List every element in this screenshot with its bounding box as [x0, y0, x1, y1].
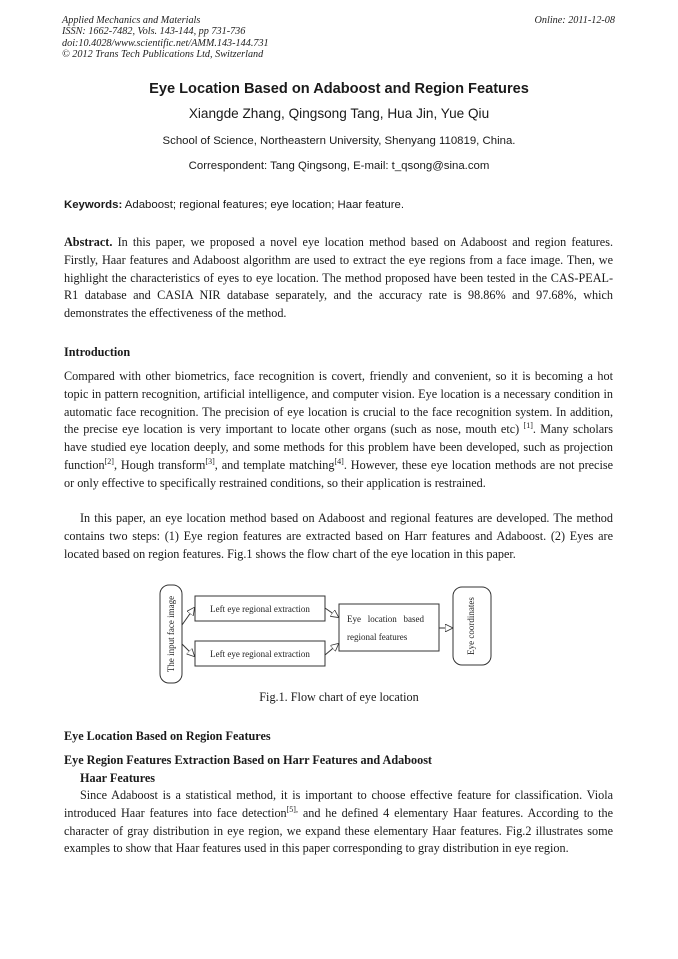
citation-5[interactable]: [5],: [286, 804, 298, 814]
issn-line: ISSN: 1662-7482, Vols. 143-144, pp 731-736: [62, 26, 246, 38]
copyright-line: © 2012 Trans Tech Publications Ltd, Switzerland: [62, 49, 264, 61]
intro-p1-text-1: Compared with other biometrics, face recognition is covert, friendly and convenient, so it is becoming a hot topic in pattern recognition, artificial intelligence, and computer vision. Eye location is a necessary condition in automatic face recognition. The precision of eye location is crucial to the face recognition system. In addition, the precise eye location is very important to locate other organs (such as nose, mouth etc): [64, 369, 613, 437]
haar-p-text-1: Since Adaboost is a statistical method, it is important to choose effective feature for classification. Viola introduced Haar features into face detection: [64, 788, 613, 820]
intro-paragraph-2: In this paper, an eye location method based on Adaboost and regional features are developed. The method contains two steps: (1) Eye region features are extracted based on Harr features and Adaboost. (2) Eyes are located based on region features. Fig.1 shows the flow chart of the eye location in this paper.: [64, 511, 613, 561]
abstract-label: Abstract.: [64, 235, 113, 249]
affiliation: School of Science, Northeastern University, Shenyang 110819, China.: [162, 135, 516, 147]
keywords-text: Adaboost; regional features; eye location; Haar feature.: [122, 199, 405, 211]
top-extraction-label: Left eye regional extraction: [210, 604, 310, 614]
intro-p1-text-3: , Hough transform: [113, 457, 206, 472]
figure-1-caption: Fig.1. Flow chart of eye location: [259, 690, 419, 704]
section-heading: Eye Location Based on Region Features: [64, 729, 271, 743]
online-date: Online: 2011-12-08: [534, 15, 615, 26]
intro-p1-text-4: , and template matching: [214, 457, 335, 472]
introduction-heading: Introduction: [64, 345, 131, 359]
citation-2[interactable]: [2]: [104, 456, 114, 466]
paper-title: Eye Location Based on Adaboost and Region Features: [149, 81, 529, 97]
arrow-bottom-to-mid: [325, 644, 338, 655]
intro-p1-text-5: . However, these eye location methods are not precise or only effective to specifically restrained conditions, so their application is restrained.: [64, 457, 613, 490]
mid-location-box: [339, 604, 439, 651]
haar-p-text-2: and he defined 4 elementary Haar features. According to the character of gray distribution in eye region, we expand these elementary Haar features. Fig.2 illustrates some examples to show that Haar features used in this paper corresponding to gray distribution in eye region.: [64, 805, 613, 856]
bottom-extraction-label: Left eye regional extraction: [210, 649, 310, 659]
author-list: Xiangde Zhang, Qingsong Tang, Hua Jin, Yue Qiu: [188, 106, 490, 121]
doi-line[interactable]: doi:10.4028/www.scientific.net/AMM.143-144.731: [62, 37, 269, 49]
output-label: Eye coordinates: [466, 597, 476, 655]
haar-paragraph: [64, 787, 613, 858]
subsubsection-heading: Haar Features: [80, 771, 156, 785]
arrow-top-to-mid: [325, 608, 338, 617]
input-image-label: The input face image: [166, 595, 176, 673]
citation-1[interactable]: [1]: [523, 421, 533, 431]
journal-name: Applied Mechanics and Materials: [62, 15, 201, 26]
correspondent-line: Correspondent: Tang Qingsong, E-mail: t_qsong@sina.com: [188, 160, 490, 172]
keywords-label: Keywords:: [64, 199, 123, 211]
arrow-input-to-top: [182, 608, 194, 625]
arrow-input-to-bottom: [182, 644, 194, 656]
mid-location-label-line1: Eye location based: [347, 614, 424, 624]
citation-3[interactable]: [3]: [205, 456, 215, 466]
mid-location-label-line2: regional features: [347, 632, 408, 642]
subsection-heading: Eye Region Features Extraction Based on Harr Features and Adaboost: [64, 753, 432, 767]
citation-4[interactable]: [4]: [334, 456, 344, 466]
abstract-text: In this paper, we proposed a novel eye location method based on Adaboost and region features. Firstly, Haar features and Adaboost algorithm are used to extract the eye regions from a face image. Then, we highlight the characteristics of eyes to eye location. The method proposed have been tested in the CAS-PEAL-R1 database and CASIA NIR database separately, and the accuracy rate is 98.86% and 97.68%, which demonstrates the effectiveness of the method.: [64, 235, 613, 321]
intro-p1-text-2: . Many scholars have studied eye location deeply, and some methods for this problem have been developed, such as projection function: [64, 422, 613, 472]
